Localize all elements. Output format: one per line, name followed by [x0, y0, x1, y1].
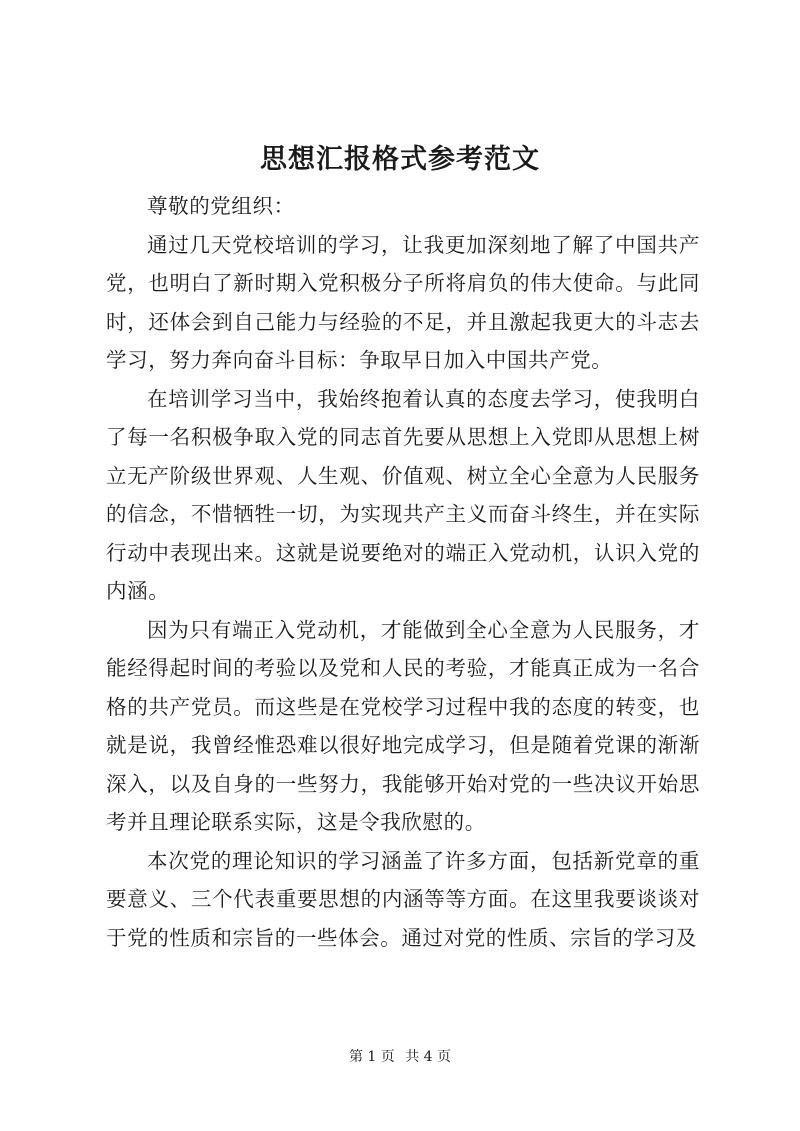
page-total: 共 4 页 [405, 1049, 452, 1065]
paragraph-4: 本次党的理论知识的学习涵盖了许多方面，包括新党章的重要意义、三个代表重要思想的内涵等等方面。在这里我要谈谈对于党的性质和宗旨的一些体会。通过对党的性质、宗旨的学习及 [106, 848, 700, 950]
salutation: 尊敬的党组织： [147, 194, 295, 218]
paragraph-2: 在培训学习当中，我始终抱着认真的态度去学习，使我明白了每一名积极争取入党的同志首先要从思想上入党即从思想上树立无产阶级世界观、人生观、价值观、树立全心全意为人民服务的信念，不惜牺牲一切，为实现共产主义而奋斗终生，并在实际行动中表现出来。这就是说要绝对的端正入党动机，认识入党的内涵。 [106, 386, 700, 603]
paragraph-3: 因为只有端正入党动机，才能做到全心全意为人民服务，才能经得起时间的考验以及党和人民的考验，才能真正成为一名合格的共产党员。而这些是在党校学习过程中我的态度的转变，也就是说，我曾经惟恐难以很好地完成学习，但是随着党课的渐渐深入，以及自身的一些努力，我能够开始对党的一些决议开始思考并且理论联系实际，这是令我欣慰的。 [106, 617, 700, 834]
page-footer [0, 1047, 800, 1067]
document-body [106, 187, 700, 957]
document-title: 思想汇报格式参考范文 [260, 144, 540, 175]
paragraph-1: 通过几天党校培训的学习，让我更加深刻地了解了中国共产党，也明白了新时期入党积极分子所将肩负的伟大使命。与此同时，还体会到自己能力与经验的不足，并且激起我更大的斗志去学习，努力奔向奋斗目标：争取早日加入中国共产党。 [106, 232, 700, 372]
page-number: 第 1 页 [348, 1049, 395, 1065]
